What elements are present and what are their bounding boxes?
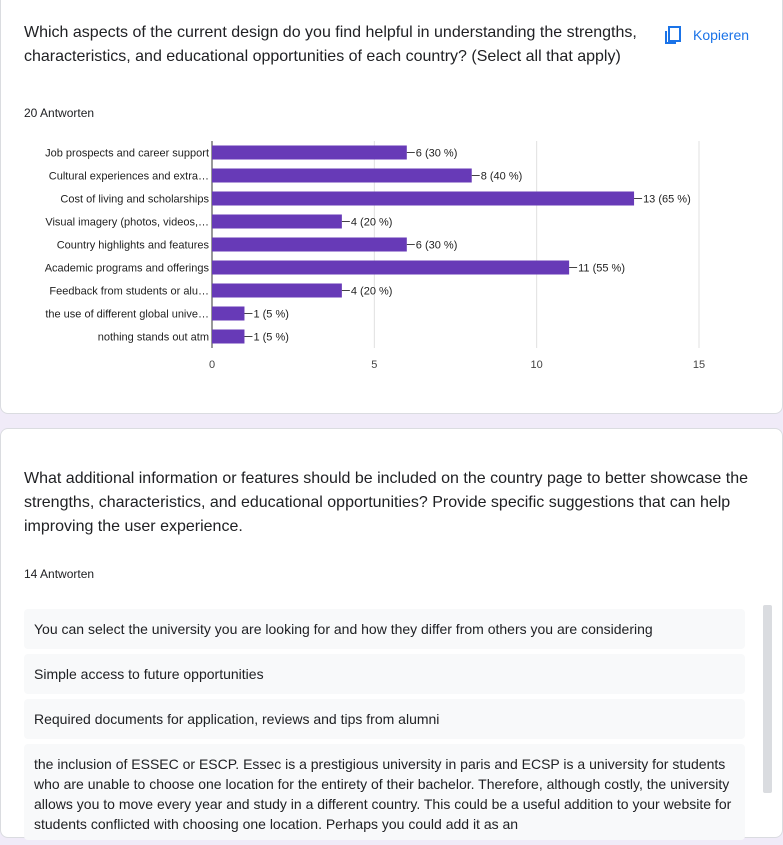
copy-button[interactable] [663,23,749,47]
category-label: Academic programs and offerings [44,262,209,275]
scrollbar[interactable] [763,605,772,793]
x-tick-label: 0 [208,359,216,371]
response-item: Required documents for application, reviews and tips from alumni [24,699,745,739]
response-list [24,609,745,845]
x-tick-label: 10 [530,359,543,371]
copy-icon [663,25,683,45]
bar[interactable] [212,307,244,321]
bar[interactable] [212,146,407,160]
response-item: Simple access to future opportunities [24,654,745,694]
category-label: Country highlights and features [56,239,209,252]
data-label: 6 (30 %) [415,147,458,160]
bar[interactable] [212,284,342,298]
copy-label: Kopieren [693,27,750,43]
bar[interactable] [212,238,407,252]
bar[interactable] [212,169,472,183]
data-label: 13 (65 %) [643,193,691,206]
response-item: the inclusion of ESSEC or ESCP. Essec is a prestigious university in paris and ECSP is a university for students who are unable to choose one location for the entirety of their bachelor. Therefore, although costly, the university allows you to move every year and study in a different country. This could be a useful addition to your website for students conflicted with choosing one location. Perhaps you could add it as an [24,744,745,840]
bar-chart [1,141,783,441]
category-label: the use of different global unive… [45,308,209,321]
question-2-response-count: 14 Antworten [24,567,95,581]
x-tick-label: 15 [692,359,706,371]
question-1-response-count: 20 Antworten [24,106,95,120]
category-label: Feedback from students or alu… [49,285,209,298]
question-2-title: What additional information or features should be included on the country page to better showcase the strengths, characteristics, and educational opportunities? Provide specific suggestions that can help improving the user experience. [24,470,749,535]
data-label: 1 (5 %) [253,308,289,321]
data-label: 1 (5 %) [253,331,289,344]
question-card-2 [0,428,783,838]
category-label: Visual imagery (photos, videos,… [45,216,209,229]
category-label: Cost of living and scholarships [60,193,209,206]
category-label: Job prospects and career support [45,147,209,160]
data-label: 4 (20 %) [350,216,393,229]
question-card-1 [0,0,783,414]
category-label: Cultural experiences and extra… [48,170,209,183]
bar[interactable] [212,215,342,229]
question-1-title: Which aspects of the current design do you find helpful in understanding the strengths, characteristics, and educational opportunities of each country? (Select all that apply) [24,24,637,65]
data-label: 8 (40 %) [480,170,523,183]
data-label: 6 (30 %) [415,239,458,252]
category-label: nothing stands out atm [97,331,209,344]
bar[interactable] [212,192,634,206]
response-item: You can select the university you are looking for and how they differ from others you are considering [24,609,745,649]
bar[interactable] [212,330,244,344]
x-tick-label: 5 [371,359,378,371]
data-label: 4 (20 %) [350,285,393,298]
bar[interactable] [212,261,569,275]
data-label: 11 (55 %) [578,262,626,275]
